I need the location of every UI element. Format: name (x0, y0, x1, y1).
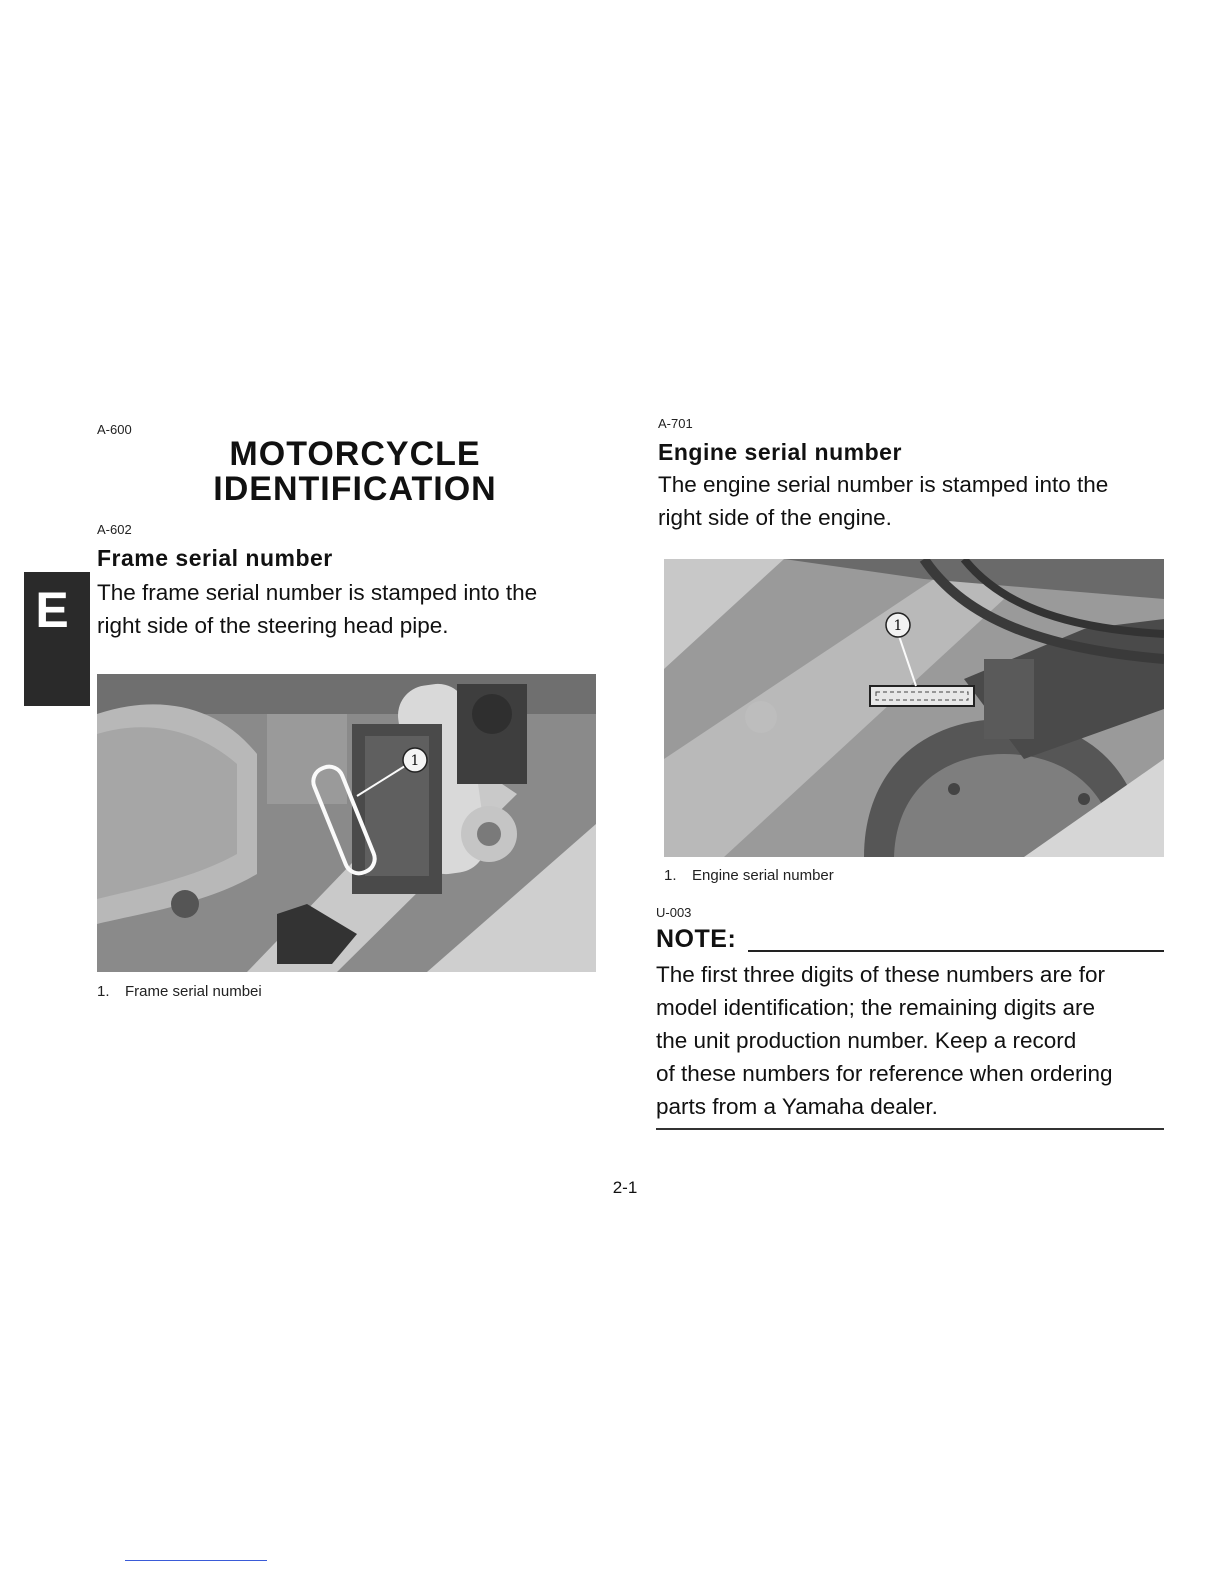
title-line: MOTORCYCLE (229, 435, 481, 473)
frame-serial-heading: Frame serial number (97, 545, 333, 571)
text-line: of these numbers for reference when ordering (656, 1061, 1113, 1086)
text-line: The engine serial number is stamped into the (658, 472, 1109, 497)
section-code: A-600 (97, 422, 132, 437)
frame-photo-callout: 1 (410, 753, 420, 769)
frame-photo-caption (97, 983, 262, 1000)
page-number: 2-1 (612, 1178, 638, 1197)
frame-serial-photo (97, 674, 596, 972)
subsection-code: A-602 (97, 522, 132, 537)
title-line: IDENTIFICATION (213, 470, 497, 508)
text-line: right side of the engine. (658, 505, 892, 530)
language-tab-letter: E (35, 582, 69, 638)
caption-number: 1. (664, 867, 677, 884)
text-line: parts from a Yamaha dealer. (656, 1094, 938, 1119)
language-tab (24, 572, 90, 706)
engine-photo-caption (664, 867, 834, 884)
note-code: U-003 (656, 905, 692, 920)
caption-text: Engine serial number (692, 867, 834, 884)
engine-serial-photo (664, 559, 1164, 857)
engine-photo-illustration (664, 559, 1164, 857)
caption-text: Frame serial numbei (125, 983, 262, 1000)
footer-link-underline (125, 1560, 267, 1561)
note-bottom-rule (656, 1128, 1164, 1130)
note-heading: NOTE: (656, 925, 737, 953)
text-line: model identification; the remaining digits are (656, 995, 1095, 1020)
text-line: The frame serial number is stamped into the (97, 580, 538, 605)
note-rule (748, 950, 1164, 952)
frame-photo-illustration (97, 674, 596, 972)
caption-number: 1. (97, 983, 110, 1000)
section-code: A-701 (658, 416, 693, 431)
note-text (656, 958, 1166, 1123)
text-line: the unit production number. Keep a record (656, 1028, 1077, 1053)
page-title (150, 437, 560, 507)
engine-serial-text (658, 468, 1108, 534)
engine-photo-callout: 1 (893, 618, 903, 634)
engine-serial-heading: Engine serial number (658, 439, 902, 465)
text-line: right side of the steering head pipe. (97, 613, 449, 638)
frame-serial-text (97, 576, 537, 642)
text-line: The first three digits of these numbers are for (656, 962, 1105, 987)
